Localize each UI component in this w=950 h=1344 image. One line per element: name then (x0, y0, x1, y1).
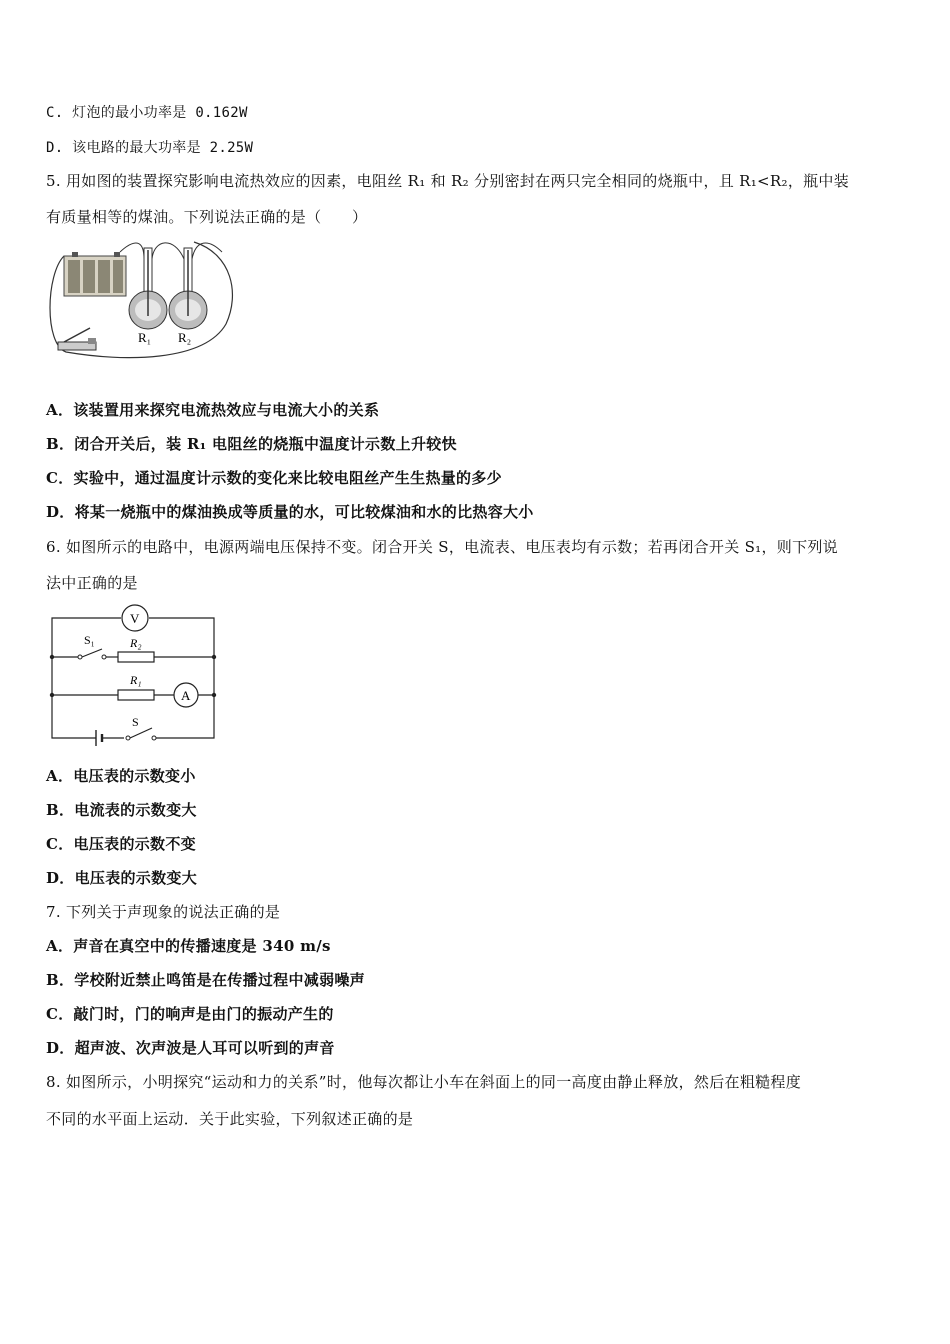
q6-stem-line1: 6. 如图所示的电路中，电源两端电压保持不变。闭合开关 S，电流表、电压表均有示数；若再闭合开关 S₁，则下列说 (46, 538, 838, 556)
q6-option-d: D．电压表的示数变大 (46, 869, 198, 887)
q5-option-c: C．实验中，通过温度计示数的变化来比较电阻丝产生生热量的多少 (46, 469, 502, 487)
q7-option-d: D．超声波、次声波是人耳可以听到的声音 (46, 1039, 335, 1057)
q6-option-a: A．电压表的示数变小 (46, 767, 196, 785)
q7-stem: 7. 下列关于声现象的说法正确的是 (46, 903, 281, 921)
voltmeter-label: V (130, 611, 140, 626)
q8-stem-line2: 不同的水平面上运动．关于此实验，下列叙述正确的是 (46, 1110, 414, 1128)
flask-r1 (129, 248, 167, 329)
q5-stem-line1: 5. 用如图的装置探究影响电流热效应的因素，电阻丝 R₁ 和 R₂ 分别密封在两只完全相同的烧瓶中，且 R₁<R₂，瓶中装 (46, 172, 850, 190)
q5-option-a: A．该装置用来探究电流热效应与电流大小的关系 (46, 401, 380, 419)
prev-option-c: C. 灯泡的最小功率是 0.162W (46, 105, 248, 121)
label-r1: R₁ (138, 330, 152, 345)
ammeter-label: A (181, 688, 191, 703)
label-r2: R₂ (178, 330, 192, 345)
q8-stem-line1: 8. 如图所示，小明探究“运动和力的关系”时，他每次都让小车在斜面上的同一高度由静止释放，然后在粗糙程度 (46, 1073, 802, 1091)
q7-option-c: C．敲门时，门的响声是由门的振动产生的 (46, 1005, 334, 1023)
prev-option-d: D. 该电路的最大功率是 2.25W (46, 140, 254, 156)
q7-option-b: B．学校附近禁止鸣笛是在传播过程中减弱噪声 (46, 971, 365, 989)
q5-stem-line2: 有质量相等的煤油。下列说法正确的是（ ） (46, 208, 368, 226)
switch (58, 328, 96, 350)
q6-circuit-figure (46, 602, 220, 748)
label-s1: S₁ (84, 633, 95, 647)
q5-option-d: D．将某一烧瓶中的煤油换成等质量的水，可比较煤油和水的比热容大小 (46, 503, 534, 521)
q5-apparatus-figure (44, 234, 240, 364)
battery-pack (64, 252, 126, 296)
q6-stem-line2: 法中正确的是 (46, 574, 138, 592)
q6-option-b: B．电流表的示数变大 (46, 801, 197, 819)
flask-r2 (169, 248, 207, 329)
label-r1: R₁ (130, 673, 142, 687)
label-r2: R₂ (130, 636, 142, 650)
q6-option-c: C．电压表的示数不变 (46, 835, 196, 853)
q7-option-a: A．声音在真空中的传播速度是 340 m/s (46, 937, 331, 955)
label-s: S (132, 715, 139, 729)
q5-option-b: B．闭合开关后，装 R₁ 电阻丝的烧瓶中温度计示数上升较快 (46, 435, 457, 453)
